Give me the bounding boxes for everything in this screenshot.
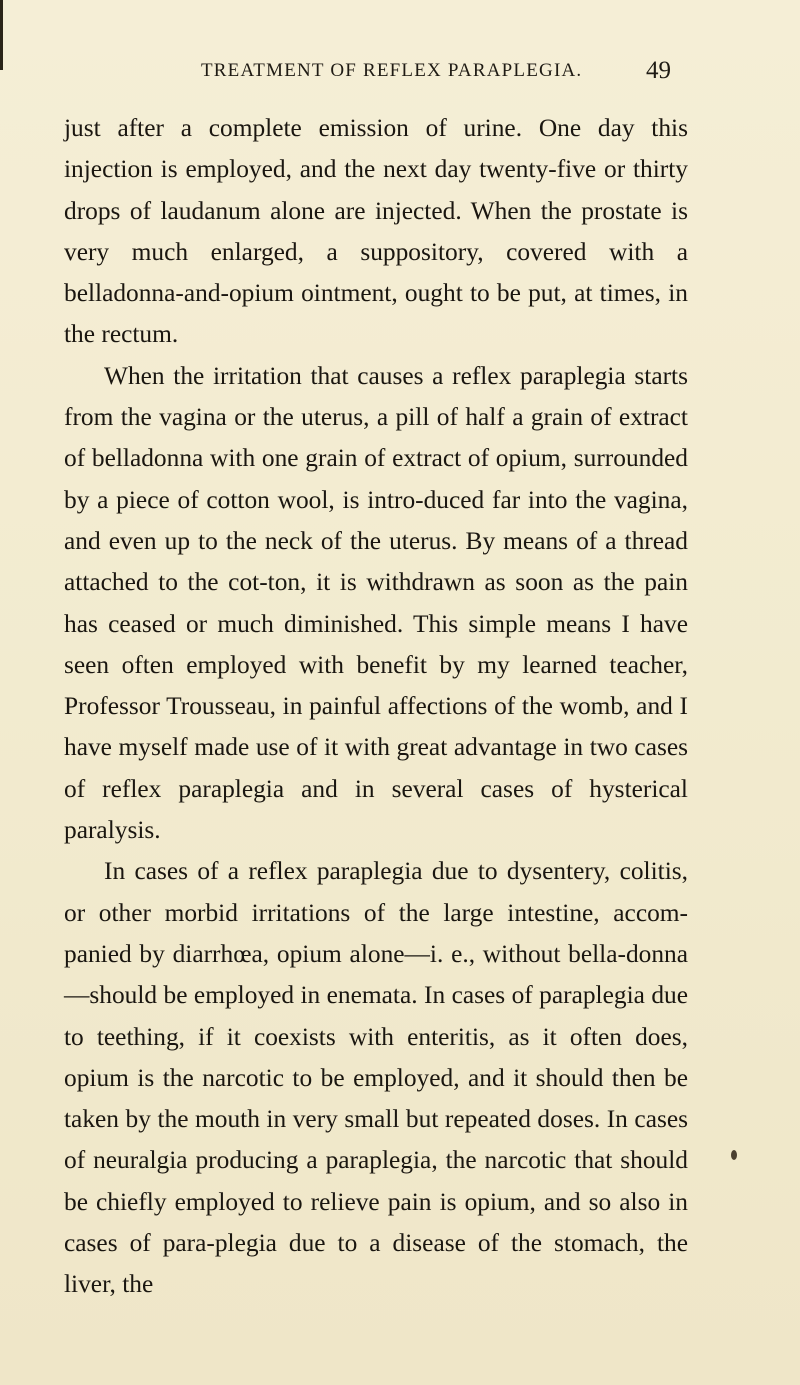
body-text [64, 108, 688, 1306]
ink-spot [731, 1150, 737, 1160]
running-head: TREATMENT OF REFLEX PARAPLEGIA. [201, 60, 583, 81]
paragraph-continuation: just after a complete emission of urine. One day this injection is employed, and the next day twenty-five or thirty drops of laudanum alone are injected. When the prostate is very much enlarged, a suppository, covered with a belladonna-and-opium ointment, ought to be put, at times, in the rectum. [64, 114, 688, 349]
paragraph-dysentery: In cases of a reflex paraplegia due to dysentery, colitis, or other morbid irritations of the large intestine, accom-panied by diarrhœa, opium alone—i. e., without bella-donna—should be employed in enemata. In cases of paraplegia due to teething, if it coexists with enteritis, as it often does, opium is the narcotic to be employed, and it should then be taken by the mouth in very small but repeated doses. In cases of neuralgia producing a paraplegia, the narcotic that should be chiefly employed to relieve pain is opium, and so also in cases of para-plegia due to a disease of the stomach, the liver, the [64, 857, 688, 1299]
page-number: 49 [646, 57, 671, 84]
paragraph-vagina-uterus: When the irritation that causes a reflex paraplegia starts from the vagina or the uterus, a pill of half a grain of extract of belladonna with one grain of extract of opium, surrounded by a piece of cotton wool, is intro-duced far into the vagina, and even up to the neck of the uterus. By means of a thread attached to the cot-ton, it is withdrawn as soon as the pain has ceased or much diminished. This simple means I have seen often employed with benefit by my learned teacher, Professor Trousseau, in painful affections of the womb, and I have myself made use of it with great advantage in two cases of reflex paraplegia and in several cases of hysterical paralysis. [64, 361, 688, 845]
page-header [0, 57, 800, 90]
